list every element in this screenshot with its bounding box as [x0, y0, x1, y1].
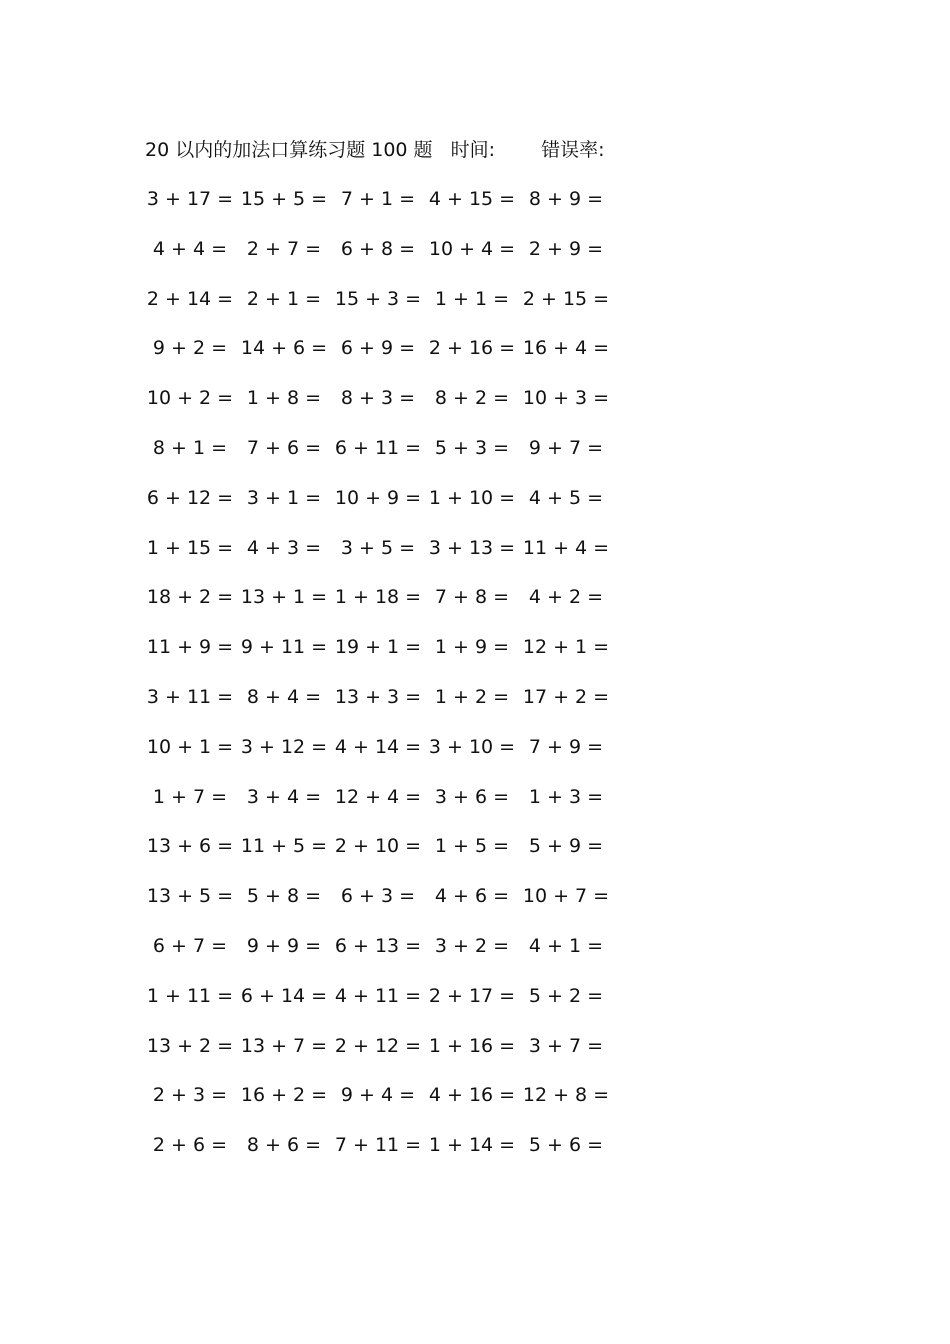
problem-row — [140, 632, 640, 682]
addition-problem: 8 + 9 = — [528, 188, 604, 210]
addition-problem: 14 + 6 = — [240, 337, 328, 360]
problem-row — [140, 931, 640, 981]
addition-problem: 7 + 9 = — [528, 735, 604, 758]
addition-problem: 3 + 5 = — [340, 536, 416, 559]
addition-problem: 7 + 11 = — [334, 1134, 422, 1157]
addition-problem: 3 + 10 = — [428, 735, 516, 758]
addition-problem: 3 + 17 = — [146, 188, 234, 210]
addition-problem: 15 + 5 = — [240, 188, 328, 210]
addition-problem: 10 + 2 = — [146, 387, 234, 410]
addition-problem: 1 + 7 = — [152, 785, 228, 808]
addition-problem: 4 + 2 = — [528, 586, 604, 609]
addition-problem: 16 + 2 = — [240, 1084, 328, 1107]
addition-problem: 3 + 1 = — [246, 486, 322, 509]
addition-problem: 8 + 2 = — [434, 387, 510, 410]
addition-problem: 2 + 9 = — [528, 237, 604, 260]
addition-problem: 12 + 4 = — [334, 785, 422, 808]
addition-problem: 13 + 3 = — [334, 685, 422, 708]
addition-problem: 3 + 7 = — [528, 1034, 604, 1057]
addition-problem: 13 + 7 = — [240, 1034, 328, 1057]
problem-row — [140, 234, 640, 284]
addition-problem: 2 + 16 = — [428, 337, 516, 360]
addition-problem: 13 + 2 = — [146, 1034, 234, 1057]
addition-problem: 1 + 16 = — [428, 1034, 516, 1057]
addition-problem: 2 + 7 = — [246, 237, 322, 260]
problem-row — [140, 881, 640, 931]
addition-problem: 16 + 4 = — [522, 337, 610, 360]
problem-row — [140, 483, 640, 533]
addition-problem: 5 + 3 = — [434, 436, 510, 459]
addition-problem: 5 + 9 = — [528, 835, 604, 858]
addition-problem: 1 + 11 = — [146, 984, 234, 1007]
addition-problem: 7 + 6 = — [246, 436, 322, 459]
addition-problem: 1 + 1 = — [434, 287, 510, 310]
problem-row — [140, 831, 640, 881]
addition-problem: 8 + 4 = — [246, 685, 322, 708]
addition-problem: 10 + 9 = — [334, 486, 422, 509]
addition-problem: 3 + 6 = — [434, 785, 510, 808]
addition-problem: 1 + 8 = — [246, 387, 322, 410]
addition-problem: 4 + 11 = — [334, 984, 422, 1007]
addition-problem: 5 + 2 = — [528, 984, 604, 1007]
addition-problem: 3 + 4 = — [246, 785, 322, 808]
addition-problem: 4 + 6 = — [434, 885, 510, 908]
addition-problem: 2 + 12 = — [334, 1034, 422, 1057]
addition-problem: 2 + 10 = — [334, 835, 422, 858]
addition-problem: 4 + 14 = — [334, 735, 422, 758]
addition-problem: 2 + 17 = — [428, 984, 516, 1007]
error-rate-label: 错误率: — [541, 139, 605, 161]
addition-problem: 4 + 15 = — [428, 188, 516, 210]
addition-problem: 1 + 2 = — [434, 685, 510, 708]
addition-problem: 3 + 11 = — [146, 685, 234, 708]
addition-problem: 11 + 4 = — [522, 536, 610, 559]
problem-row — [140, 383, 640, 433]
addition-problem: 1 + 15 = — [146, 536, 234, 559]
addition-problem: 1 + 10 = — [428, 486, 516, 509]
problem-row — [140, 981, 640, 1031]
problem-row — [140, 184, 640, 234]
addition-problem: 15 + 3 = — [334, 287, 422, 310]
addition-problem: 19 + 1 = — [334, 636, 422, 659]
problem-row — [140, 582, 640, 632]
addition-problem: 4 + 3 = — [246, 536, 322, 559]
addition-problem: 7 + 8 = — [434, 586, 510, 609]
addition-problem: 1 + 18 = — [334, 586, 422, 609]
addition-problem: 9 + 11 = — [240, 636, 328, 659]
addition-problem: 6 + 7 = — [152, 934, 228, 957]
problem-row — [140, 682, 640, 732]
addition-problem: 4 + 4 = — [152, 237, 228, 260]
addition-problem: 8 + 1 = — [152, 436, 228, 459]
addition-problem: 13 + 1 = — [240, 586, 328, 609]
addition-problem: 18 + 2 = — [146, 586, 234, 609]
problem-row — [140, 782, 640, 832]
addition-problem: 12 + 8 = — [522, 1084, 610, 1107]
addition-problem: 2 + 1 = — [246, 287, 322, 310]
problem-row — [140, 1130, 640, 1180]
addition-problem: 8 + 6 = — [246, 1134, 322, 1157]
addition-problem: 6 + 14 = — [240, 984, 328, 1007]
addition-problem: 4 + 5 = — [528, 486, 604, 509]
addition-problem: 4 + 1 = — [528, 934, 604, 957]
problem-row — [140, 732, 640, 782]
addition-problem: 6 + 9 = — [340, 337, 416, 360]
addition-problem: 12 + 1 = — [522, 636, 610, 659]
addition-problem: 9 + 4 = — [340, 1084, 416, 1107]
addition-problem: 2 + 3 = — [152, 1084, 228, 1107]
addition-problem: 1 + 14 = — [428, 1134, 516, 1157]
worksheet-title: 20 以内的加法口算练习题 100 题 — [145, 139, 433, 161]
addition-problem: 11 + 9 = — [146, 636, 234, 659]
problem-row — [140, 333, 640, 383]
addition-problem: 5 + 6 = — [528, 1134, 604, 1157]
addition-problem: 3 + 13 = — [428, 536, 516, 559]
addition-problem: 10 + 1 = — [146, 735, 234, 758]
addition-problem: 10 + 4 = — [428, 237, 516, 260]
addition-problem: 1 + 9 = — [434, 636, 510, 659]
addition-problem: 9 + 9 = — [246, 934, 322, 957]
problem-row — [140, 284, 640, 334]
addition-problem: 2 + 14 = — [146, 287, 234, 310]
addition-problem: 1 + 3 = — [528, 785, 604, 808]
addition-problem: 6 + 13 = — [334, 934, 422, 957]
addition-problem: 17 + 2 = — [522, 685, 610, 708]
problem-row — [140, 433, 640, 483]
addition-problem: 5 + 8 = — [246, 885, 322, 908]
problem-row — [140, 1080, 640, 1130]
addition-problem: 2 + 15 = — [522, 287, 610, 310]
addition-problem: 9 + 2 = — [152, 337, 228, 360]
addition-problem: 11 + 5 = — [240, 835, 328, 858]
addition-problem: 6 + 8 = — [340, 237, 416, 260]
addition-problem: 10 + 7 = — [522, 885, 610, 908]
problem-row — [140, 533, 640, 583]
addition-problem: 4 + 16 = — [428, 1084, 516, 1107]
addition-problem: 2 + 6 = — [152, 1134, 228, 1157]
addition-problem: 6 + 3 = — [340, 885, 416, 908]
worksheet-header — [145, 136, 604, 164]
addition-problem: 3 + 12 = — [240, 735, 328, 758]
addition-problem: 8 + 3 = — [340, 387, 416, 410]
problem-grid — [140, 184, 640, 1180]
addition-problem: 13 + 5 = — [146, 885, 234, 908]
addition-problem: 10 + 3 = — [522, 387, 610, 410]
addition-problem: 6 + 12 = — [146, 486, 234, 509]
addition-problem: 7 + 1 = — [340, 188, 416, 210]
time-label: 时间: — [450, 139, 496, 161]
problem-row — [140, 1031, 640, 1081]
addition-problem: 1 + 5 = — [434, 835, 510, 858]
addition-problem: 3 + 2 = — [434, 934, 510, 957]
addition-problem: 13 + 6 = — [146, 835, 234, 858]
addition-problem: 6 + 11 = — [334, 436, 422, 459]
addition-problem: 9 + 7 = — [528, 436, 604, 459]
